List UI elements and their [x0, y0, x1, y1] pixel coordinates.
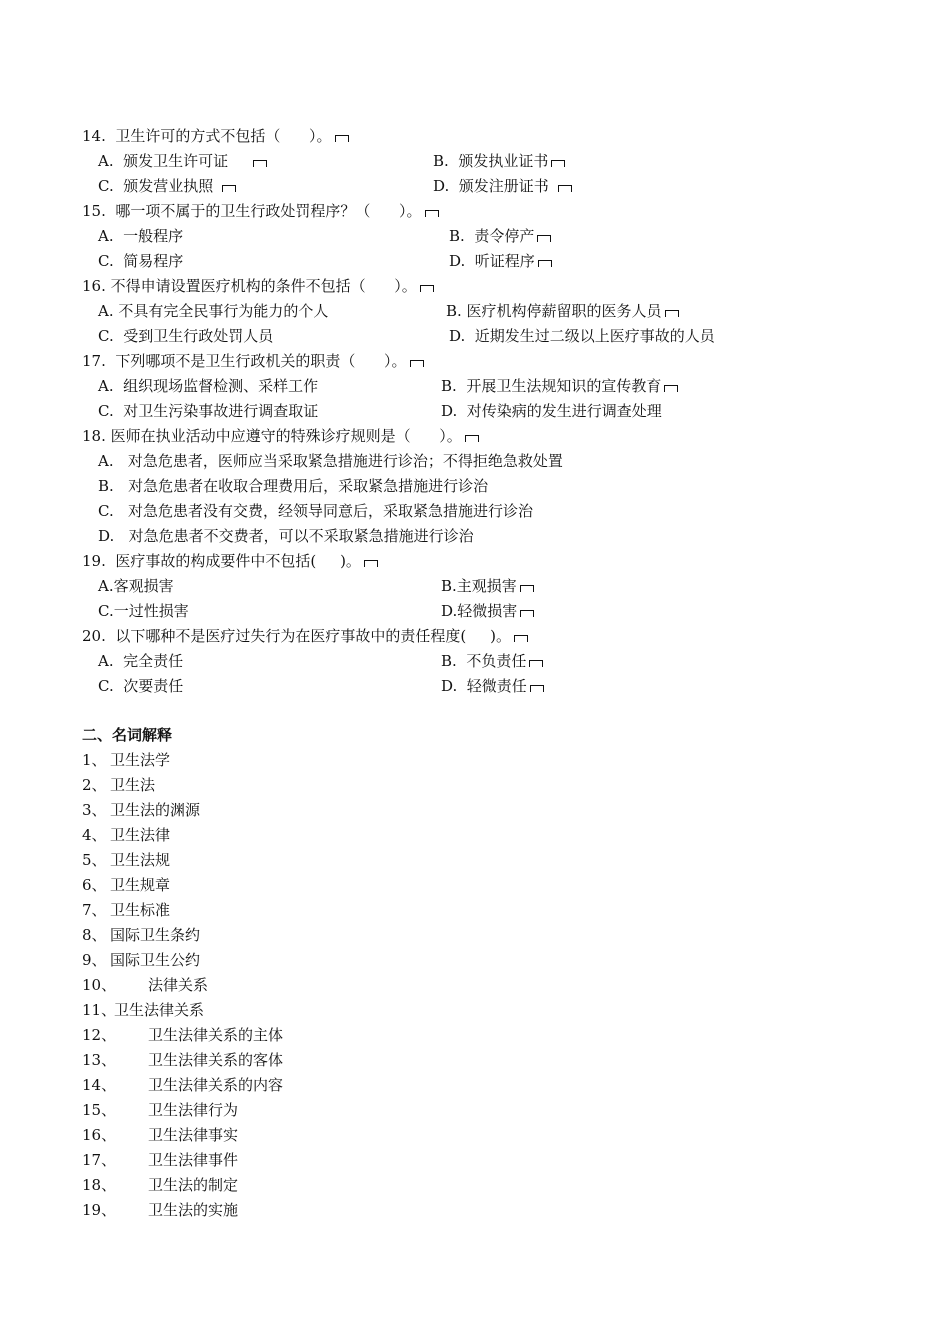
paragraph-mark-icon: [335, 135, 349, 142]
question-14-stem: 14. 卫生许可的方式不包括（ ）。: [82, 126, 349, 146]
paragraph-mark-icon: [420, 285, 434, 292]
term-item: 12、 卫生法律关系的主体: [82, 1026, 284, 1044]
question-18-option-b: B. 对急危患者在收取合理费用后，采取紧急措施进行诊治: [98, 477, 489, 495]
term-item: 6、 卫生规章: [82, 876, 171, 894]
term-item: 5、 卫生法规: [82, 851, 171, 869]
term-item: 15、 卫生法律行为: [82, 1101, 239, 1119]
question-17-option-c: C. 对卫生污染事故进行调查取证: [98, 402, 319, 420]
paragraph-mark-icon: [665, 310, 679, 317]
question-15-option-d: D. 听证程序: [449, 251, 552, 271]
question-19-option-d: D.轻微损害: [441, 601, 534, 621]
question-19-stem: 19. 医疗事故的构成要件中不包括( )。: [82, 551, 378, 571]
question-18-option-a: A. 对急危患者，医师应当采取紧急措施进行诊治；不得拒绝急救处置: [98, 452, 563, 470]
question-20-stem: 20. 以下哪种不是医疗过失行为在医疗事故中的责任程度( )。: [82, 626, 528, 646]
term-item: 18、 卫生法的制定: [82, 1176, 239, 1194]
paragraph-mark-icon: [410, 360, 424, 367]
paragraph-mark-icon: [465, 435, 479, 442]
paragraph-mark-icon: [520, 585, 534, 592]
paragraph-mark-icon: [222, 185, 236, 192]
question-19-option-b: B.主观损害: [441, 576, 534, 596]
question-14-option-c: C. 颁发营业执照: [98, 176, 236, 196]
paragraph-mark-icon: [538, 260, 552, 267]
term-item: 11、卫生法律关系: [82, 1001, 205, 1019]
question-16-stem: 16. 不得申请设置医疗机构的条件不包括（ ）。: [82, 276, 434, 296]
term-item: 2、 卫生法: [82, 776, 156, 794]
question-18-stem: 18. 医师在执业活动中应遵守的特殊诊疗规则是（ ）。: [82, 426, 479, 446]
question-17-option-b: B. 开展卫生法规知识的宣传教育: [441, 376, 678, 396]
question-16-option-c: C. 受到卫生行政处罚人员: [98, 327, 274, 345]
question-17-option-d: D. 对传染病的发生进行调查处理: [441, 402, 662, 420]
term-item: 10、 法律关系: [82, 976, 209, 994]
paragraph-mark-icon: [520, 610, 534, 617]
question-20-option-d: D. 轻微责任: [441, 676, 544, 696]
term-item: 3、 卫生法的渊源: [82, 801, 201, 819]
question-19-option-a: A.客观损害: [98, 577, 174, 595]
question-20-option-a: A. 完全责任: [98, 652, 184, 670]
term-item: 14、 卫生法律关系的内容: [82, 1076, 284, 1094]
paragraph-mark-icon: [514, 635, 528, 642]
term-item: 17、 卫生法律事件: [82, 1151, 239, 1169]
paragraph-mark-icon: [537, 235, 551, 242]
question-14-option-b: B. 颁发执业证书: [433, 151, 565, 171]
paragraph-mark-icon: [558, 185, 572, 192]
term-item: 1、 卫生法学: [82, 751, 171, 769]
question-20-option-c: C. 次要责任: [98, 677, 184, 695]
question-18-option-d: D. 对急危患者不交费者，可以不采取紧急措施进行诊治: [98, 527, 474, 545]
paragraph-mark-icon: [425, 210, 439, 217]
paragraph-mark-icon: [530, 685, 544, 692]
question-18-option-c: C. 对急危患者没有交费，经领导同意后，采取紧急措施进行诊治: [98, 502, 534, 520]
term-item: 7、 卫生标准: [82, 901, 171, 919]
term-item: 8、 国际卫生条约: [82, 926, 201, 944]
question-15-option-a: A. 一般程序: [98, 227, 184, 245]
question-14-option-d: D. 颁发注册证书: [433, 176, 572, 196]
question-17-option-a: A. 组织现场监督检测、采样工作: [98, 377, 319, 395]
term-item: 13、 卫生法律关系的客体: [82, 1051, 284, 1069]
question-15-option-b: B. 责令停产: [449, 226, 551, 246]
question-15-stem: 15. 哪一项不属于的卫生行政处罚程序？（ ）。: [82, 201, 439, 221]
question-14-option-a: A. 颁发卫生许可证: [98, 151, 267, 171]
term-item: 4、 卫生法律: [82, 826, 171, 844]
question-17-stem: 17. 下列哪项不是卫生行政机关的职责（ ）。: [82, 351, 424, 371]
question-16-option-b: B. 医疗机构停薪留职的医务人员: [446, 301, 679, 321]
paragraph-mark-icon: [664, 385, 678, 392]
paragraph-mark-icon: [253, 160, 267, 167]
paragraph-mark-icon: [529, 660, 543, 667]
paragraph-mark-icon: [364, 560, 378, 567]
term-item: 16、 卫生法律事实: [82, 1126, 239, 1144]
term-item: 9、 国际卫生公约: [82, 951, 201, 969]
question-16-option-d: D. 近期发生过二级以上医疗事故的人员: [449, 327, 715, 345]
question-19-option-c: C.一过性损害: [98, 602, 189, 620]
question-16-option-a: A. 不具有完全民事行为能力的个人: [98, 302, 329, 320]
question-15-option-c: C. 简易程序: [98, 252, 184, 270]
section-title: 二、名词解释: [82, 726, 173, 744]
question-20-option-b: B. 不负责任: [441, 651, 543, 671]
paragraph-mark-icon: [551, 160, 565, 167]
term-item: 19、 卫生法的实施: [82, 1201, 239, 1219]
